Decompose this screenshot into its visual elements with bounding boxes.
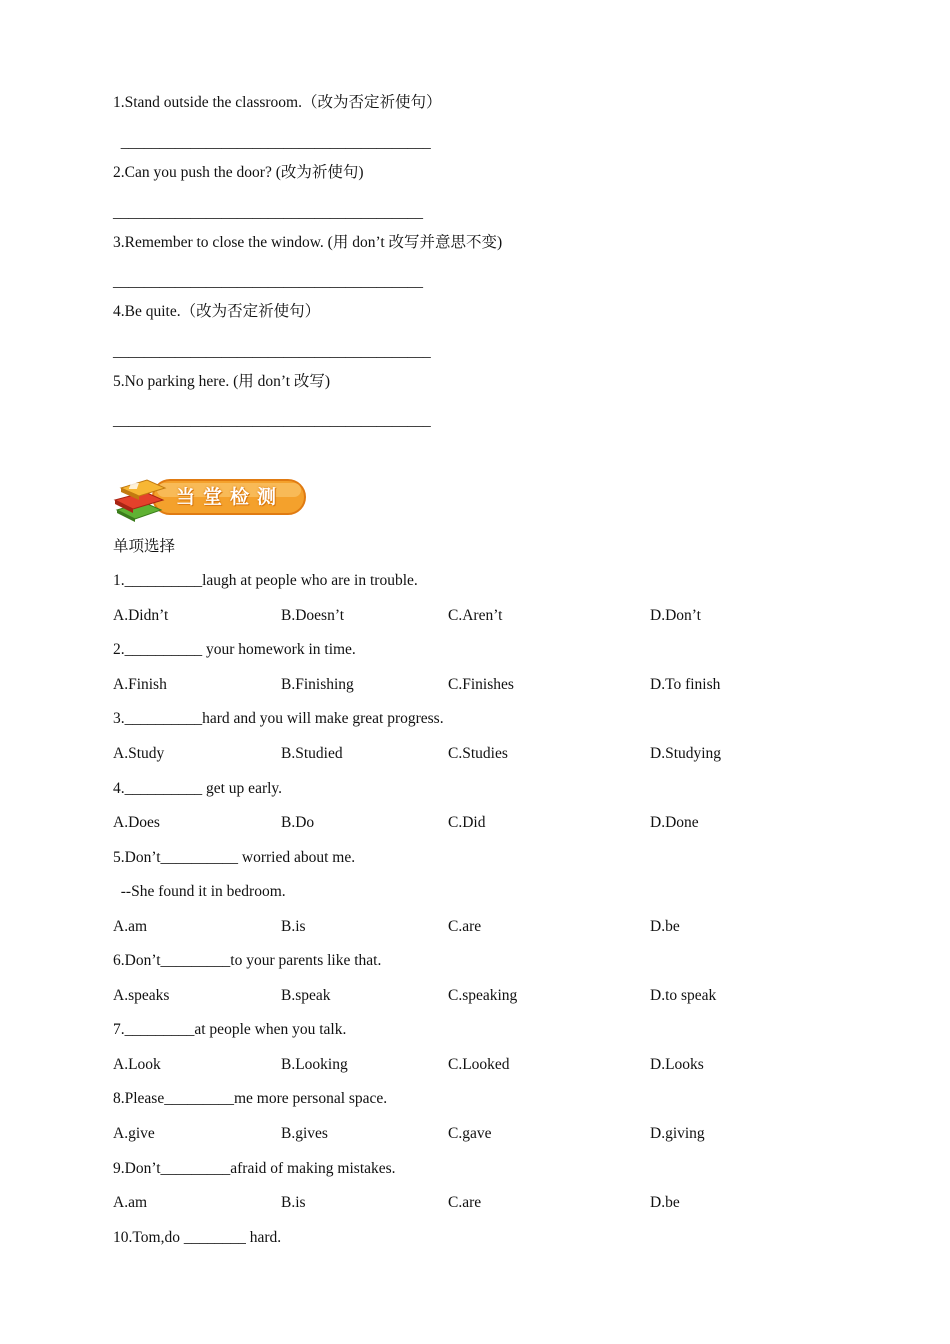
mc-5-option-a[interactable]: A.am bbox=[113, 918, 148, 935]
books-icon bbox=[115, 480, 165, 522]
mc-9-option-b[interactable]: B.is bbox=[281, 1194, 306, 1211]
answer-line-1[interactable]: ________________________________________ bbox=[113, 134, 431, 151]
mc-8-option-c[interactable]: C.gave bbox=[448, 1125, 492, 1142]
answer-line-3[interactable]: ________________________________________ bbox=[113, 273, 423, 290]
mc-6-option-a[interactable]: A.speaks bbox=[113, 987, 170, 1004]
mc-question-5: 5.Don’t__________ worried about me. bbox=[113, 849, 356, 866]
banner-title: 当堂检测 bbox=[175, 486, 284, 508]
question-1-prompt: 1.Stand outside the classroom.（改为否定祈使句） bbox=[113, 94, 442, 111]
mc-question-5-note: --She found it in bedroom. bbox=[113, 883, 286, 900]
mc-1-option-d[interactable]: D.Don’t bbox=[650, 607, 701, 624]
mc-3-option-a[interactable]: A.Study bbox=[113, 745, 165, 762]
mc-8-option-a[interactable]: A.give bbox=[113, 1125, 155, 1142]
mc-4-option-c[interactable]: C.Did bbox=[448, 814, 486, 831]
answer-line-2[interactable]: ________________________________________ bbox=[113, 204, 423, 221]
mc-question-10: 10.Tom,do ________ hard. bbox=[113, 1229, 282, 1246]
mc-2-option-c[interactable]: C.Finishes bbox=[448, 676, 514, 693]
mc-2-option-d[interactable]: D.To finish bbox=[650, 676, 721, 693]
mc-5-option-c[interactable]: C.are bbox=[448, 918, 482, 935]
question-3-prompt: 3.Remember to close the window. (用 don’t 改写并意思不变) bbox=[113, 234, 503, 251]
mc-8-option-d[interactable]: D.giving bbox=[650, 1125, 705, 1142]
mc-9-option-c[interactable]: C.are bbox=[448, 1194, 482, 1211]
mc-9-option-a[interactable]: A.am bbox=[113, 1194, 148, 1211]
mc-4-option-a[interactable]: A.Does bbox=[113, 814, 160, 831]
mc-3-option-d[interactable]: D.Studying bbox=[650, 745, 722, 762]
mc-1-option-b[interactable]: B.Doesn’t bbox=[281, 607, 345, 624]
mc-7-option-a[interactable]: A.Look bbox=[113, 1056, 161, 1073]
mc-7-option-c[interactable]: C.Looked bbox=[448, 1056, 510, 1073]
mc-9-option-d[interactable]: D.be bbox=[650, 1194, 680, 1211]
mc-question-9: 9.Don’t_________afraid of making mistakes. bbox=[113, 1160, 396, 1177]
mc-7-option-d[interactable]: D.Looks bbox=[650, 1056, 704, 1073]
section-title: 单项选择 bbox=[113, 538, 176, 555]
mc-6-option-c[interactable]: C.speaking bbox=[448, 987, 518, 1004]
mc-2-option-b[interactable]: B.Finishing bbox=[281, 676, 354, 693]
mc-4-option-b[interactable]: B.Do bbox=[281, 814, 315, 831]
mc-question-3: 3.__________hard and you will make great progress. bbox=[113, 710, 444, 727]
answer-line-5[interactable]: _________________________________________ bbox=[113, 412, 431, 429]
mc-1-option-a[interactable]: A.Didn’t bbox=[113, 607, 169, 624]
question-2-prompt: 2.Can you push the door? (改为祈使句) bbox=[113, 164, 364, 181]
mc-6-option-b[interactable]: B.speak bbox=[281, 987, 331, 1004]
mc-3-option-c[interactable]: C.Studies bbox=[448, 745, 508, 762]
mc-5-option-d[interactable]: D.be bbox=[650, 918, 680, 935]
mc-question-8: 8.Please_________me more personal space. bbox=[113, 1090, 388, 1107]
mc-3-option-b[interactable]: B.Studied bbox=[281, 745, 343, 762]
mc-8-option-b[interactable]: B.gives bbox=[281, 1125, 328, 1142]
mc-question-6: 6.Don’t_________to your parents like that. bbox=[113, 952, 382, 969]
question-4-prompt: 4.Be quite.（改为否定祈使句） bbox=[113, 303, 321, 320]
mc-6-option-d[interactable]: D.to speak bbox=[650, 987, 717, 1004]
answer-line-4[interactable]: _________________________________________ bbox=[113, 343, 431, 360]
question-5-prompt: 5.No parking here. (用 don’t 改写) bbox=[113, 373, 331, 390]
mc-question-1: 1.__________laugh at people who are in trouble. bbox=[113, 572, 418, 589]
mc-question-4: 4.__________ get up early. bbox=[113, 780, 283, 797]
mc-7-option-b[interactable]: B.Looking bbox=[281, 1056, 348, 1073]
mc-2-option-a[interactable]: A.Finish bbox=[113, 676, 167, 693]
mc-4-option-d[interactable]: D.Done bbox=[650, 814, 699, 831]
mc-question-7: 7._________at people when you talk. bbox=[113, 1021, 347, 1038]
mc-1-option-c[interactable]: C.Aren’t bbox=[448, 607, 503, 624]
mc-question-2: 2.__________ your homework in time. bbox=[113, 641, 356, 658]
mc-5-option-b[interactable]: B.is bbox=[281, 918, 306, 935]
